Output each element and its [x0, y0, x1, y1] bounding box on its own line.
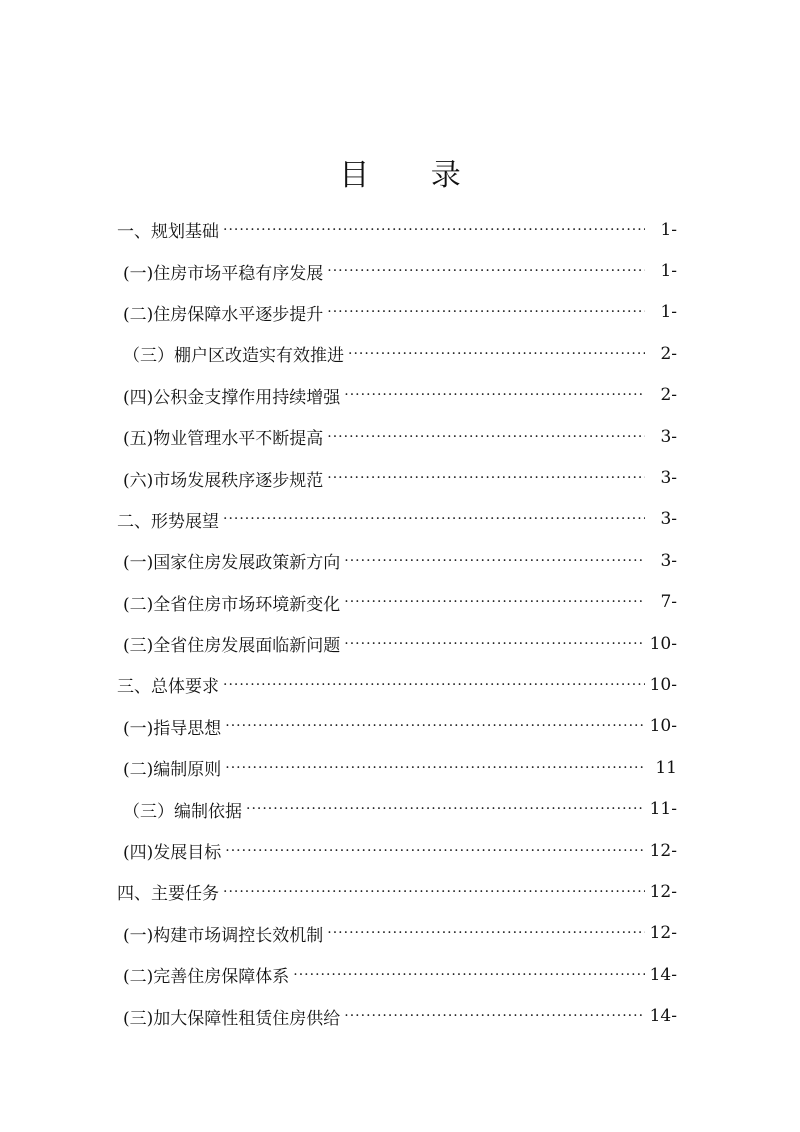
dot-leader — [327, 263, 645, 279]
table-of-contents — [117, 209, 677, 1037]
toc-entry-page: 7- — [660, 592, 677, 613]
toc-entry-page: 1- — [660, 302, 677, 323]
toc-entry-page: 3- — [660, 509, 677, 530]
toc-entry[interactable] — [117, 499, 677, 540]
toc-entry-label: 四、主要任务 — [117, 884, 219, 905]
toc-entry[interactable] — [117, 706, 677, 747]
toc-entry-label: (二)住房保障水平逐步提升 — [123, 304, 324, 325]
toc-entry-page: 11 — [655, 757, 677, 778]
toc-entry-label: 一、规划基础 — [117, 222, 219, 243]
dot-leader — [223, 677, 645, 693]
toc-entry[interactable] — [117, 582, 677, 623]
dot-leader — [225, 760, 645, 776]
toc-entry-page: 10- — [649, 674, 677, 695]
dot-leader — [223, 511, 645, 527]
toc-entry-label: (二)编制原则 — [123, 760, 222, 781]
dot-leader — [348, 346, 645, 362]
dot-leader — [327, 925, 645, 941]
toc-entry-label: (二)完善住房保障体系 — [123, 967, 290, 988]
toc-entry-page: 2- — [660, 343, 677, 364]
toc-entry[interactable] — [117, 623, 677, 664]
toc-entry[interactable] — [117, 375, 677, 416]
dot-leader — [293, 967, 645, 983]
toc-entry[interactable] — [117, 457, 677, 498]
toc-entry-page: 3- — [660, 468, 677, 489]
toc-entry[interactable] — [117, 416, 677, 457]
toc-entry[interactable] — [117, 871, 677, 912]
toc-entry-page: 14- — [649, 964, 677, 985]
toc-entry[interactable] — [117, 250, 677, 291]
toc-entry[interactable] — [117, 540, 677, 581]
toc-entry-page: 1- — [660, 261, 677, 282]
toc-entry-page: 11- — [649, 799, 677, 820]
toc-entry[interactable] — [117, 954, 677, 995]
toc-entry-page: 3- — [660, 426, 677, 447]
dot-leader — [225, 718, 645, 734]
toc-entry-label: (一)指导思想 — [123, 718, 222, 739]
toc-entry-label: （三）棚户区改造实有效推进 — [123, 346, 344, 367]
toc-entry[interactable] — [117, 830, 677, 871]
toc-entry-label: (一)国家住房发展政策新方向 — [123, 553, 341, 574]
toc-entry-label: (三)全省住房发展面临新问题 — [123, 636, 341, 657]
toc-entry-label: (二)全省住房市场环境新变化 — [123, 594, 341, 615]
toc-entry-label: (一)住房市场平稳有序发展 — [123, 263, 324, 284]
toc-entry-page: 3- — [660, 550, 677, 571]
toc-entry-page: 14- — [649, 1006, 677, 1027]
toc-entry-label: 三、总体要求 — [117, 677, 219, 698]
dot-leader — [344, 594, 645, 610]
toc-entry-page: 1- — [660, 219, 677, 240]
toc-entry[interactable] — [117, 913, 677, 954]
toc-entry-label: (四)公积金支撑作用持续增强 — [123, 387, 341, 408]
toc-entry-label: 二、形势展望 — [117, 511, 219, 532]
toc-entry-page: 12- — [649, 840, 677, 861]
dot-leader — [223, 884, 645, 900]
toc-entry-label: （三）编制依据 — [123, 801, 242, 822]
dot-leader — [223, 222, 645, 238]
toc-entry[interactable] — [117, 333, 677, 374]
toc-entry[interactable] — [117, 747, 677, 788]
toc-entry-page: 12- — [649, 881, 677, 902]
toc-entry-label: (四)发展目标 — [123, 843, 222, 864]
toc-entry-page: 12- — [649, 923, 677, 944]
toc-entry-page: 10- — [649, 633, 677, 654]
toc-entry-page: 2- — [660, 385, 677, 406]
dot-leader — [327, 470, 645, 486]
dot-leader — [344, 636, 645, 652]
dot-leader — [344, 387, 645, 403]
dot-leader — [327, 429, 645, 445]
toc-entry[interactable] — [117, 209, 677, 250]
toc-entry-page: 10- — [649, 716, 677, 737]
toc-entry-label: (三)加大保障性租赁住房供给 — [123, 1008, 341, 1029]
toc-entry[interactable] — [117, 664, 677, 705]
dot-leader — [246, 801, 645, 817]
dot-leader — [327, 304, 645, 320]
dot-leader — [225, 843, 645, 859]
toc-entry-label: (五)物业管理水平不断提高 — [123, 429, 324, 450]
toc-entry[interactable] — [117, 788, 677, 829]
toc-entry[interactable] — [117, 292, 677, 333]
dot-leader — [344, 1008, 645, 1024]
toc-entry[interactable] — [117, 995, 677, 1036]
dot-leader — [344, 553, 645, 569]
toc-entry-label: (六)市场发展秩序逐步规范 — [123, 470, 324, 491]
toc-entry-label: (一)构建市场调控长效机制 — [123, 925, 324, 946]
toc-title: 目 录 — [339, 158, 487, 193]
